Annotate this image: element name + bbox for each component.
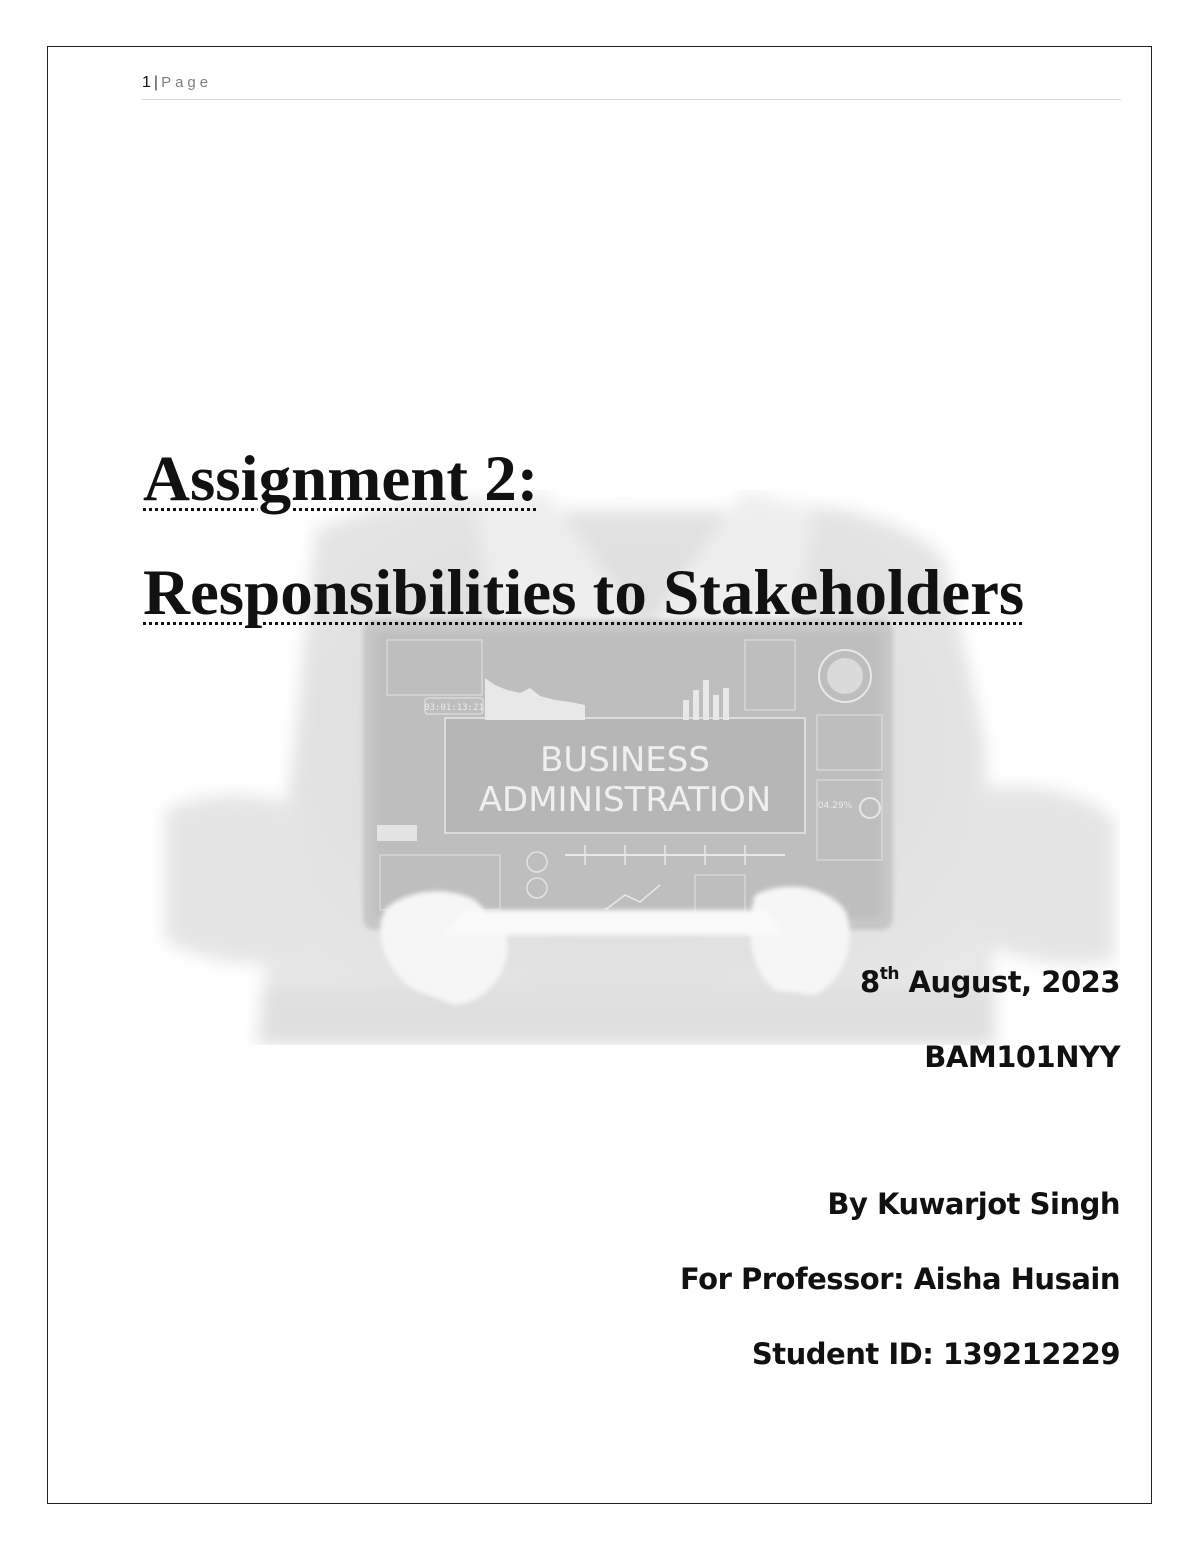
title-line-1: Assignment 2:: [143, 443, 539, 515]
svg-text:ADMINISTRATION: ADMINISTRATION: [478, 780, 772, 820]
header-separator: |: [153, 74, 159, 91]
svg-text:04.29%: 04.29%: [817, 801, 853, 811]
professor: For Professor: Aisha Husain: [680, 1262, 1120, 1296]
date-rest: August, 2023: [898, 965, 1120, 999]
page-header: [142, 74, 1121, 100]
student-id: Student ID: 139212229: [751, 1337, 1120, 1371]
page-word: Page: [161, 74, 213, 91]
course-code: BAM101NYY: [924, 1040, 1120, 1074]
svg-text:BUSINESS: BUSINESS: [540, 740, 710, 780]
date-day: 8: [860, 965, 880, 999]
svg-text:03:01:13:21: 03:01:13:21: [424, 703, 484, 713]
title-line-2: Responsibilities to Stakeholders: [143, 557, 1025, 629]
date-suffix: th: [879, 964, 899, 985]
page-number: 1: [142, 74, 151, 91]
date: [860, 965, 1120, 999]
author: By Kuwarjot Singh: [827, 1187, 1120, 1221]
